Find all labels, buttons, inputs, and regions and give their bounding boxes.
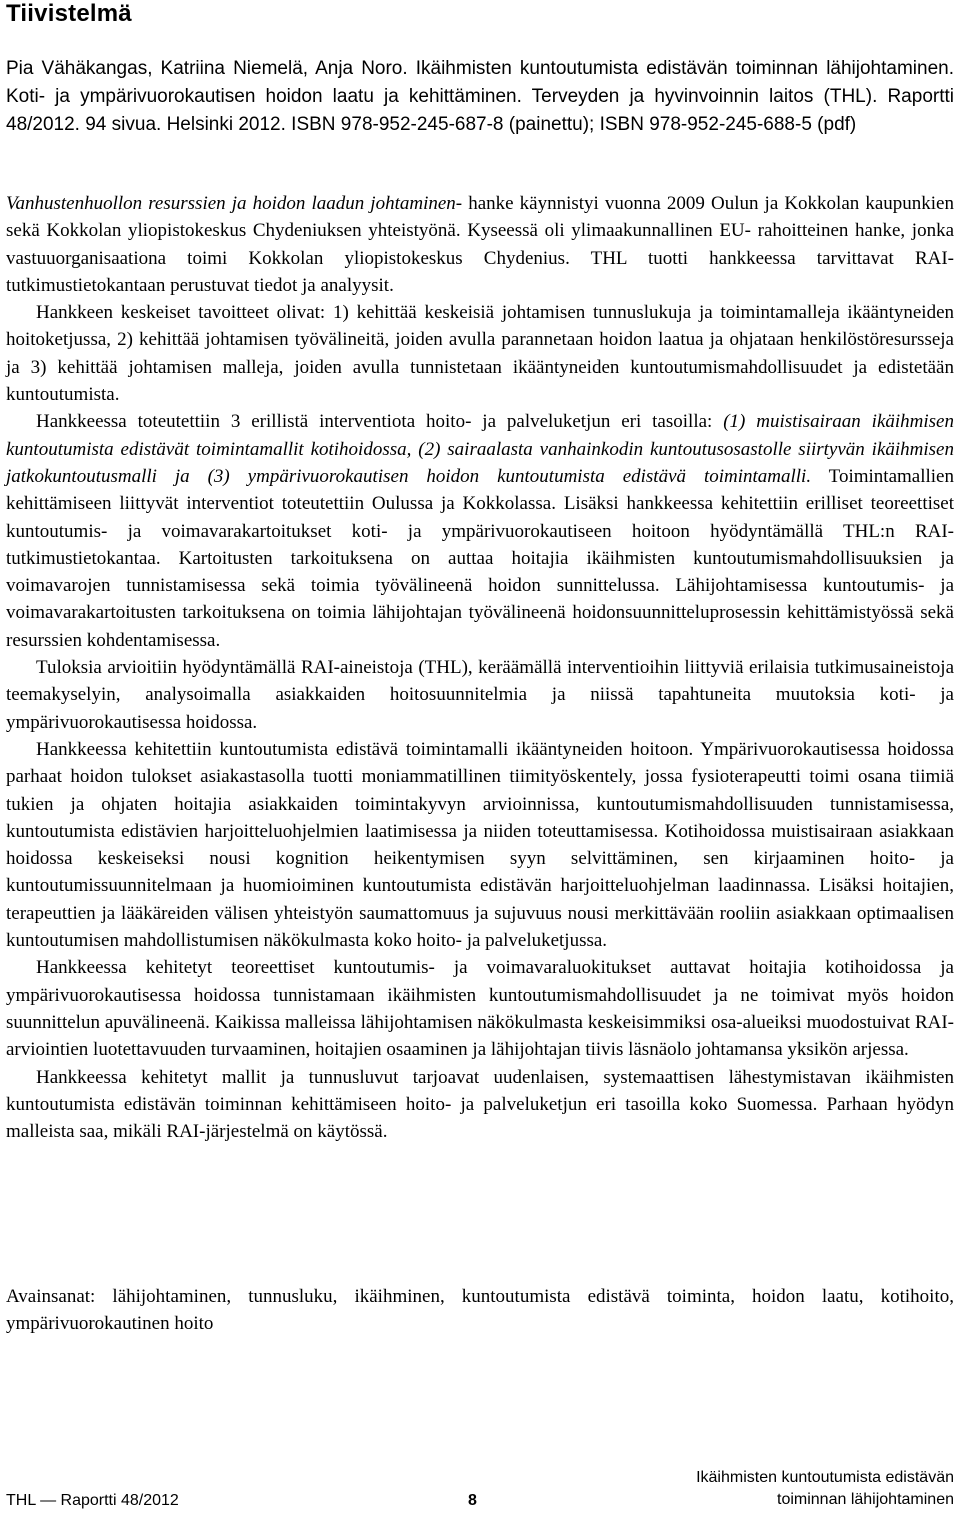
footer-title-line-2: toiminnan lähijohtaminen [777, 1491, 954, 1508]
section-heading: Tiivistelmä [6, 0, 132, 27]
abstract-paragraph-6: Hankkeessa kehitetyt teoreettiset kuntoutumis- ja voimavaraluokitukset auttavat hoitajia kotihoidossa ja ympärivuorokautisessa hoidossa tunnistamaan ikäihmisten kuntoutumismahdollisuudet ja ne toimivat myös hoidon suunnittelun apuvälineenä. Kaikissa malleissa lähijohtamisen näkökulmasta keskeisimmiksi osa-alueiksi muodostuivat RAI-arviointien luotettavuuden turvaaminen, hoitajien osaaminen ja lähijohtajan tiivis läsnäolo johtamansa yksikön arjessa. [6, 957, 954, 1061]
abstract-paragraph-1 [6, 190, 954, 299]
footer-title-line-1: Ikäihmisten kuntoutumista edistävän [696, 1469, 954, 1486]
footer-report-title [696, 1467, 954, 1511]
abstract-paragraph-3 [6, 408, 954, 654]
abstract-paragraph-2: Hankkeen keskeiset tavoitteet olivat: 1) kehittää keskeisiä johtamisen tunnuslukuja ja toimintamalleja ikääntyneiden hoitoketjussa, 2) kehittää johtamisen työvälineitä, joiden avulla parannetaan hoidon laatua ja ohjataan henkilöstöresursseja ja 3) kehittää johtamisen malleja, joiden avulla tunnistetaan ikääntyneiden kuntoutumismahdollisuudet ja edistetään kuntoutumista. [6, 302, 954, 406]
abstract-paragraph-5: Hankkeessa kehitettiin kuntoutumista edistävä toimintamalli ikääntyneiden hoitoon. Ympärivuorokautisessa hoidossa parhaat hoidon tulokset asiakastasolla tuotti moniammatillinen tiimityöskentely, jossa fysioterapeutti toimi osana tiimiä tukien ja ohjaten hoitajia asiakkaiden toimintakyvyn arvioinnissa, kuntoutumismahdollisuuden tunnistamisessa, kuntoutumista edistävien harjoitteluohjelmien laatimisessa ja niiden toteuttamisessa. Kotihoidossa muistisairaan asiakkaan hoidossa keskeiseksi nousi kognition heikentymisen syyn selvittäminen, sen kirjaaminen hoito- ja kuntoutumissuunnitelmaan ja huomioiminen kuntoutumista edistävän harjoitteluohjelman laadinnassa. Lisäksi hoitajien, terapeuttien ja lääkäreiden välisen yhteistyön saumattomuus ja sujuvuus nousi merkittävään rooliin asiakkaan optimaalisen kuntoutumisen mahdollistumisen näkökulmasta koko hoito- ja palveluketjussa. [6, 738, 954, 952]
abstract [6, 190, 954, 1145]
intervention-list: (1) muistisairaan ikäihmisen kuntoutumista edistävät toimintamallit kotihoidossa, (2) sairaalasta vanhainkodin kuntoutusosastolle siirtyvän ikäihmisen jatkokuntoutusmalli ja (3) ympärivuorokautisen hoidon kuntoutumista edistävä toimintamalli. [6, 411, 954, 487]
page-footer [6, 1470, 954, 1516]
abstract-paragraph-1-text: - hanke käynnistyi vuonna 2009 Oulun ja Kokkolan kaupunkien sekä Kokkolan yliopistokeskus Chydeniuksen yhteistyönä. Kyseessä oli ylimaakunnallinen EU- rahoitteinen hanke, jonka vastuuorganisaationa toimi Kokkolan yliopistokeskus Chydenius. THL tuotti hankkeessa tarvittavat RAI-tutkimustietokantaan perustuvat tiedot ja analyysit. [6, 193, 954, 296]
abstract-paragraph-7: Hankkeessa kehitetyt mallit ja tunnusluvut tarjoavat uudenlaisen, systemaattisen lähestymistavan ikäihmisten kuntoutumista edistävän toiminnan kehittämiseen hoito- ja palveluketjun eri tasoilla koko Suomessa. Parhaan hyödyn malleista saa, mikäli RAI-järjestelmä on käytössä. [6, 1066, 954, 1143]
page-number: 8 [468, 1492, 477, 1509]
abstract-paragraph-3-start: Hankkeessa toteutettiin 3 erillistä interventiota hoito- ja palveluketjun eri tasoilla: [36, 411, 724, 433]
abstract-paragraph-4: Tuloksia arvioitiin hyödyntämällä RAI-aineistoja (THL), keräämällä interventioihin liittyviä erilaisia tutkimusaineistoja teemakyselyin, analysoimalla asiakkaiden hoitosuunnitelmia ja niissä tapahtuneita muutoksia koti- ja ympärivuorokautisessa hoidossa. [6, 657, 954, 733]
footer-report-label: THL — Raportti 48/2012 [6, 1492, 179, 1509]
abstract-paragraph-3-text: Toimintamallien kehittämiseen liittyvät interventiot toteutettiin Oulussa ja Kokkolassa. Lisäksi hankkeessa kehitettiin erilliset teoreettiset kuntoutumis- ja voimavarakartoitukset koti- ja ympärivuorokautiseen hoitoon hyödyntämällä THL:n RAI-tutkimustietokantaa. Kartoitusten tarkoituksena on auttaa hoitajia ikäihmisten kuntoutumismahdollisuuksien ja voimavarojen tunnistamisessa sekä toimia työvälineenä hoidon sunnittelussa. Lähijohtamisessa kuntoutumis- ja voimavarakartoitusten tarkoituksena on toimia lähijohtajan työvälineenä hoidonsuunnitteluprosessin kehittämistyössä sekä resurssien kohdentamisessa. [6, 465, 954, 651]
keywords: Avainsanat: lähijohtaminen, tunnusluku, ikäihminen, kuntoutumista edistävä toiminta, hoidon laatu, kotihoito, ympärivuorokautinen hoito [6, 1286, 954, 1335]
project-name: Vanhustenhuollon resurssien ja hoidon laadun johtaminen [6, 193, 456, 214]
citation: Pia Vähäkangas, Katriina Niemelä, Anja Noro. Ikäihmisten kuntoutumista edistävän toiminnan lähijohtaminen. Koti- ja ympärivuorokautisen hoidon laatu ja kehittäminen. Terveyden ja hyvinvoinnin laitos (THL). Raportti 48/2012. 94 sivua. Helsinki 2012. ISBN 978-952-245-687-8 (painettu); ISBN 978-952-245-688-5 (pdf) [6, 58, 954, 135]
